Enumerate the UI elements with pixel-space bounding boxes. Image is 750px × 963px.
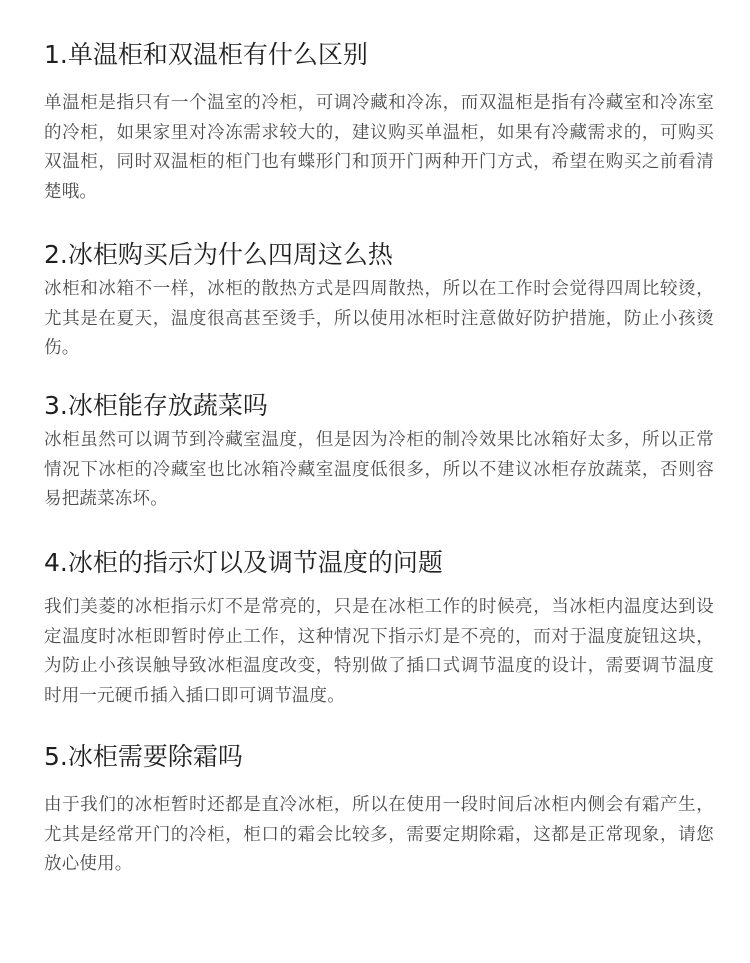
faq-section-5: [44, 740, 714, 880]
faq-answer-3: 冰柜虽然可以调节到冷藏室温度，但是因为冷柜的制冷效果比冰箱好太多，所以正常情况下冰柜的冷藏室也比冰箱冷藏室温度低很多，所以不建议冰柜存放蔬菜，否则容易把蔬菜冻坏。: [44, 430, 714, 509]
faq-question-2: 2.冰柜购买后为什么四周这么热: [44, 240, 393, 269]
faq-question-3: 3.冰柜能存放蔬菜吗: [44, 391, 268, 420]
faq-section-4: [44, 546, 714, 711]
faq-answer-4: 我们美菱的冰柜指示灯不是常亮的，只是在冰柜工作的时候亮，当冰柜内温度达到设定温度时冰柜即暂时停止工作，这种情况下指示灯是不亮的，而对于温度旋钮这块，为防止小孩误触导致冰柜温度改变，特别做了插口式调节温度的设计，需要调节温度时用一元硬币插入插口即可调节温度。: [44, 597, 714, 706]
faq-question-5: 5.冰柜需要除霜吗: [44, 742, 243, 771]
faq-answer-2: 冰柜和冰箱不一样，冰柜的散热方式是四周散热，所以在工作时会觉得四周比较烫，尤其是在夏天，温度很高甚至烫手，所以使用冰柜时注意做好防护措施，防止小孩烫伤。: [44, 279, 714, 358]
faq-question-4: 4.冰柜的指示灯以及调节温度的问题: [44, 548, 443, 577]
faq-question-1: 1.单温柜和双温柜有什么区别: [44, 40, 368, 69]
faq-section-2: [44, 238, 714, 364]
faq-section-1: [44, 38, 714, 207]
faq-section-3: [44, 389, 714, 515]
faq-answer-1: 单温柜是指只有一个温室的冷柜，可调冷藏和冷冻，而双温柜是指有冷藏室和冷冻室的冷柜，如果家里对冷冻需求较大的，建议购买单温柜，如果有冷藏需求的，可购买双温柜，同时双温柜的柜门也有蝶形门和顶开门两种开门方式，希望在购买之前看清楚哦。: [44, 93, 714, 202]
faq-answer-5: 由于我们的冰柜暂时还都是直冷冰柜，所以在使用一段时间后冰柜内侧会有霜产生，尤其是经常开门的冷柜，柜口的霜会比较多，需要定期除霜，这都是正常现象，请您放心使用。: [44, 795, 714, 874]
